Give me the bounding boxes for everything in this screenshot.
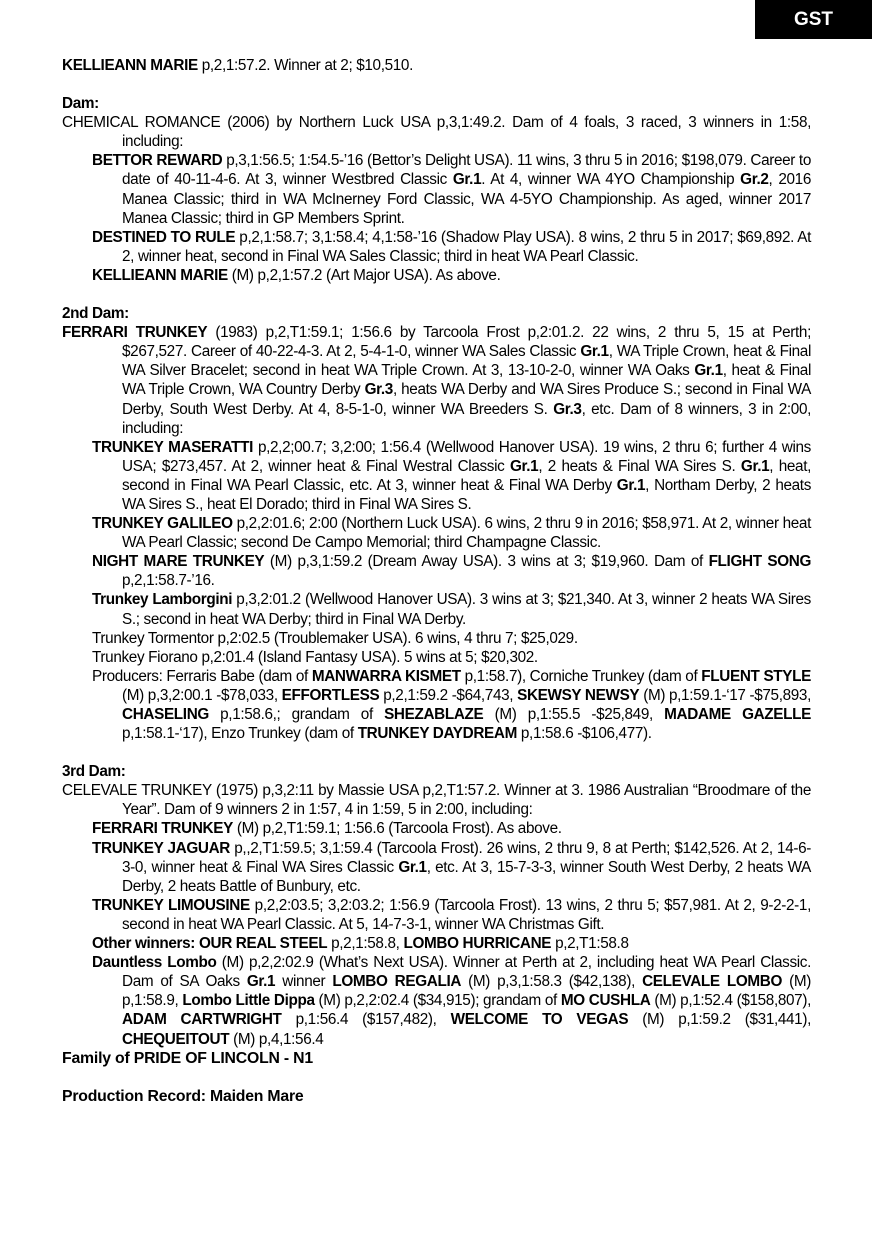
paragraph-celevale-trunkey xyxy=(62,781,811,819)
text: (M) p,1:55.5 -$25,849, xyxy=(483,706,665,723)
text: p,,2,T1:59.5; 3,1:59.4 (Tarcoola Frost). 26 wins, 2 thru 9, 8 at Perth; $142,526. At 2, 14-6-3-0, winner heat & Final WA Sires Classic xyxy=(122,839,811,876)
bold-text: TRUNKEY LIMOUSINE xyxy=(92,896,250,914)
text: p,2,1:57.2. Winner at 2; $10,510. xyxy=(197,57,413,74)
bold-text: KELLIEANN MARIE xyxy=(62,57,198,74)
paragraph-ferrari-trunkey xyxy=(62,323,811,438)
paragraph-other-winners xyxy=(62,934,811,953)
text: , heat & Final WA Triple Crown, WA Country Derby xyxy=(122,362,811,399)
text: (M) p,4,1:56.4 xyxy=(229,1030,324,1048)
bold-text: Gr.1 xyxy=(740,457,770,475)
bold-text: KELLIEANN MARIE xyxy=(92,266,228,284)
text: (1983) p,2,T1:59.1; 1:56.6 by Tarcoola Frost p,2:01.2. 22 wins, 2 thru 5, 15 at Perth; $267,527. Career of 40-22-4-3. At 2, 5-4-1-0, winner WA Sales Classic xyxy=(122,324,811,361)
text: p,2,1:59.2 -$64,743, xyxy=(379,686,518,704)
paragraph-trunkey-maseratti xyxy=(62,438,811,514)
paragraph-producers xyxy=(62,667,811,743)
bold-text: CHEQUEITOUT xyxy=(122,1030,230,1048)
text: , Northam Derby, 2 heats WA Sires S., heat El Dorado; third in Final WA Sires S. xyxy=(122,476,811,513)
bold-text: TRUNKEY MASERATTI xyxy=(92,438,254,456)
paragraph-intro xyxy=(62,56,811,75)
paragraph-second-dam-heading xyxy=(62,304,811,323)
bold-text: FERRARI TRUNKEY xyxy=(62,324,208,342)
bold-text: Family of PRIDE OF LINCOLN - N1 xyxy=(62,1049,313,1067)
text: (M) p,3,1:59.2 (Dream Away USA). 3 wins at 3; $19,960. Dam of xyxy=(264,553,709,571)
text: p,1:58.1-‘17), Enzo Trunkey (dam of xyxy=(122,725,358,743)
bold-text: Production Record: Maiden Mare xyxy=(62,1087,304,1105)
bold-text: Gr.1 xyxy=(398,858,427,876)
text: , etc. Dam of 8 winners, 3 in 2:00, including: xyxy=(122,400,811,437)
bold-text: TRUNKEY JAGUAR xyxy=(92,839,230,857)
bold-text: CHASELING xyxy=(122,706,209,723)
paragraph-night-mare-trunkey xyxy=(62,552,811,590)
text: (M) p,1:59.1-‘17 -$75,893, xyxy=(639,686,811,704)
paragraph-trunkey-limousine xyxy=(62,896,811,934)
text: winner xyxy=(275,973,333,991)
bold-text: MANWARRA KISMET xyxy=(311,667,461,685)
paragraph-trunkey-jaguar xyxy=(62,839,811,896)
text: , 2016 Manea Classic; third in WA McInerney Ford Classic, WA 4-5YO Championship. As aged, winner 2017 Manea Classic; third in GP Members Sprint. xyxy=(122,171,811,227)
bold-text: MO CUSHLA xyxy=(560,992,651,1010)
gst-badge-label: GST xyxy=(793,8,834,30)
text: p,2,1:58.8, xyxy=(327,935,404,953)
gst-badge xyxy=(755,0,872,39)
text: (M) p,1:59.2 ($31,441), xyxy=(628,1011,811,1029)
text: p,2,2;00.7; 3,2:00; 1:56.4 (Wellwood Hanover USA). 19 wins, 2 thru 6; further 4 wins USA; $273,457. At 2, winner heat & Final Westral Classic xyxy=(122,438,811,475)
text: p,2,1:58.7-’16. xyxy=(122,572,215,590)
text: (M) p,1:52.4 ($158,807), xyxy=(650,992,811,1010)
paragraph-trunkey-galileo xyxy=(62,514,811,552)
paragraph-kellieann-marie xyxy=(62,266,811,285)
paragraph-trunkey-lamborgini xyxy=(62,590,811,628)
bold-text: Gr.1 xyxy=(509,457,539,475)
bold-text: FLUENT STYLE xyxy=(701,667,811,685)
paragraph-dam-heading xyxy=(62,94,811,113)
bold-text: Gr.1 xyxy=(580,343,609,361)
paragraph-third-dam-heading xyxy=(62,762,811,781)
bold-text: Other winners: OUR REAL STEEL xyxy=(92,935,328,953)
bold-text: FLIGHT SONG xyxy=(708,553,811,571)
paragraph-trunkey-tormentor xyxy=(62,629,811,648)
paragraph-dam-main xyxy=(62,113,811,151)
bold-text: ADAM CARTWRIGHT xyxy=(122,1011,282,1029)
bold-text: LOMBO REGALIA xyxy=(332,973,462,991)
text: CELEVALE TRUNKEY (1975) p,3,2:11 by Massie USA p,2,T1:57.2. Winner at 3. 1986 Australian “Broodmare of the Year”. Dam of 9 winners 2 in 1:57, 4 in 1:59, 5 in 2:00, including: xyxy=(62,782,811,819)
text: p,1:58.7), Corniche Trunkey (dam of xyxy=(460,667,702,685)
bold-text: Dam: xyxy=(62,95,99,113)
bold-text: BETTOR REWARD xyxy=(92,152,223,170)
text: p,1:58.6 -$106,477). xyxy=(516,725,652,743)
bold-text: Gr.2 xyxy=(740,171,769,189)
paragraph-dauntless-lombo xyxy=(62,953,811,1048)
text: Producers: Ferraris Babe (dam of xyxy=(92,667,312,685)
bold-text: LOMBO HURRICANE xyxy=(403,935,552,953)
paragraph-destined-to-rule xyxy=(62,228,811,266)
bold-text: SHEZABLAZE xyxy=(384,706,484,723)
text: , heat, second in Final WA Pearl Classic, etc. At 3, winner heat & Final WA Derby xyxy=(122,457,811,494)
text: (M) p,2,1:57.2 (Art Major USA). As above. xyxy=(227,266,501,284)
pedigree-document xyxy=(62,56,811,1106)
bold-text: Lombo Little Dippa xyxy=(182,992,315,1010)
paragraph-bettor-reward xyxy=(62,151,811,227)
text: p,2,1:58.7; 3,1:58.4; 4,1:58-’16 (Shadow Play USA). 8 wins, 2 thru 5 in 2017; $69,892. At 2, winner heat, second in Final WA Sales Classic; third in heat WA Pearl Classic. xyxy=(122,228,811,265)
paragraph-family xyxy=(62,1049,811,1068)
bold-text: Gr.1 xyxy=(246,973,276,991)
text: Trunkey Tormentor p,2:02.5 (Troublemaker USA). 6 wins, 4 thru 7; $25,029. xyxy=(92,629,578,647)
text: (M) p,1:58.9, xyxy=(122,973,811,1010)
text: p,3,1:56.5; 1:54.5-’16 (Bettor’s Delight USA). 11 wins, 3 thru 5 in 2016; $198,079. Career to date of 40-11-4-6. At 3, winner Westbred Classic xyxy=(122,152,811,189)
text: (M) p,2,T1:59.1; 1:56.6 (Tarcoola Frost). As above. xyxy=(232,820,562,838)
section-spacer xyxy=(62,1068,811,1087)
bold-text: NIGHT MARE TRUNKEY xyxy=(92,553,265,571)
bold-text: 3rd Dam: xyxy=(62,763,126,781)
bold-text: TRUNKEY GALILEO xyxy=(92,515,233,533)
bold-text: EFFORTLESS xyxy=(281,686,380,704)
text: , etc. At 3, 15-7-3-3, winner South West Derby, 2 heats WA Derby, 2 heats Battle of Bunbury, etc. xyxy=(122,858,811,895)
bold-text: Trunkey Lamborgini xyxy=(92,591,233,609)
bold-text: Gr.1 xyxy=(694,362,723,380)
bold-text: WELCOME TO VEGAS xyxy=(450,1011,629,1029)
text: p,2,2:03.5; 3,2:03.2; 1:56.9 (Tarcoola Frost). 13 wins, 2 thru 5; $57,981. At 2, 9-2-2-1, second in heat WA Pearl Classic. At 5, 14-7-3-1, winner WA Christmas Gift. xyxy=(122,896,811,933)
text: (M) p,2,2:02.4 ($34,915); grandam of xyxy=(314,992,561,1010)
bold-text: SKEWSY NEWSY xyxy=(517,686,640,704)
bold-text: Gr.1 xyxy=(452,171,482,189)
bold-text: CELEVALE LOMBO xyxy=(642,973,783,991)
text: , WA Triple Crown, heat & Final WA Silver Bracelet; second in heat WA Triple Crown. At 3, 13-10-2-0, winner WA Oaks xyxy=(122,343,811,380)
section-spacer xyxy=(62,75,811,94)
text: p,1:58.6,; grandam of xyxy=(208,706,385,723)
bold-text: FERRARI TRUNKEY xyxy=(92,820,233,838)
text: (M) p,3,2:00.1 -$78,033, xyxy=(122,686,282,704)
text: , 2 heats & Final WA Sires S. xyxy=(538,457,741,475)
section-spacer xyxy=(62,743,811,762)
text: Trunkey Fiorano p,2:01.4 (Island Fantasy USA). 5 wins at 5; $20,302. xyxy=(92,648,538,666)
text: p,1:56.4 ($157,482), xyxy=(281,1011,451,1029)
bold-text: Gr.1 xyxy=(616,476,646,494)
section-spacer xyxy=(62,285,811,304)
bold-text: TRUNKEY DAYDREAM xyxy=(357,725,517,743)
paragraph-trunkey-fiorano xyxy=(62,648,811,667)
text: p,3,2:01.2 (Wellwood Hanover USA). 3 wins at 3; $21,340. At 3, winner 2 heats WA Sires S.; second in heat WA Derby; third in Final WA Derby. xyxy=(122,591,811,628)
text: (M) p,2,2:02.9 (What’s Next USA). Winner at Perth at 2, including heat WA Pearl Classic. Dam of SA Oaks xyxy=(122,954,811,991)
paragraph-production-record xyxy=(62,1087,811,1106)
bold-text: MADAME GAZELLE xyxy=(664,706,811,723)
bold-text: Gr.3 xyxy=(553,400,582,418)
text: CHEMICAL ROMANCE (2006) by Northern Luck USA p,3,1:49.2. Dam of 4 foals, 3 raced, 3 winners in 1:58, including: xyxy=(62,114,811,151)
text: (M) p,3,1:58.3 ($42,138), xyxy=(461,973,643,991)
bold-text: 2nd Dam: xyxy=(62,305,129,323)
text: p,2,T1:58.8 xyxy=(551,935,629,953)
bold-text: Dauntless Lombo xyxy=(92,954,217,972)
bold-text: DESTINED TO RULE xyxy=(92,228,236,246)
text: p,2,2:01.6; 2:00 (Northern Luck USA). 6 wins, 2 thru 9 in 2016; $58,971. At 2, winner heat WA Pearl Classic; second De Campo Memorial; third Champagne Classic. xyxy=(122,515,811,552)
text: . At 4, winner WA 4YO Championship xyxy=(481,171,741,189)
paragraph-ferrari-trunkey-2 xyxy=(62,819,811,838)
text: , heats WA Derby and WA Sires Produce S.; second in Final WA Derby, South West Derby. At 4, 8-5-1-0, winner WA Breeders S. xyxy=(122,381,811,418)
bold-text: Gr.3 xyxy=(364,381,393,399)
